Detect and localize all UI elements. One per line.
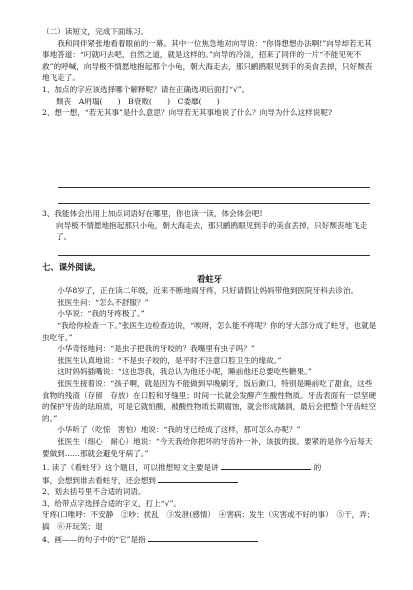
- question-1-options: 颓丧 A坍塌( ) B衰败( ) C委靡( ): [56, 96, 220, 106]
- section-2-heading: （二）读短文，完成下面练习。: [42, 27, 149, 36]
- article-paragraph: “我给你检查一下。”张医生边检查边说，“唉呀，怎么能不疼呢？你的牙大部分成了蛀牙，也就是虫吃牙。”: [42, 320, 377, 342]
- q1-blank-1[interactable]: [221, 461, 311, 470]
- question-2: 2、想一想，“若无其事”是什么意思？向导若无其事地说了什么？向导为什么这样说呢?: [42, 108, 333, 118]
- q4-blank[interactable]: [148, 533, 258, 542]
- q1-text-end: 的: [313, 463, 322, 473]
- article-question-2: 2、划去括号里不合适的词语。: [42, 487, 146, 497]
- answer-line-q2-1[interactable]: [58, 187, 370, 188]
- passage-text: 我和同伴紧张地看着眼前的一幕。其中一位焦急地对向导说：“你得想想办法啊!”向导却若无其事地答道：“叼就叼去吧，自然之道，就是这样的。”向导的冷淡，招来了同伴的一片“不能见死不救”的呼喊，向导极不情愿地抱起那个小龟，朝大海走去，那只鹂鸥眼见到手的美食丢掉，只好颓丧地飞走了。: [42, 38, 373, 83]
- article-paragraph: 这时妈妈插嘴说：“这也怨我，我总认为他还小呢，睡前他还总要吃些糖果。”: [57, 367, 312, 377]
- article-question-3: 3、给带点字选择合适的字义，打上“√”。: [42, 498, 181, 508]
- question-3-block: [42, 208, 377, 243]
- article-question-3-options: 牙疼(口唯呼：不安静 ②吵；扰乱 ③发泄(感情） ④害病；发生（灾害或不好的事） ⑤干，弄；搞 ⑥开玩笑；退: [42, 510, 375, 532]
- q4-text: 4、画——的句子中的“它”是指: [42, 534, 146, 544]
- question-3-quote: 向导极不情愿地抱起那只小龟，朝大海走去，那只鹂鸥眼见到手的美食丢掉，只好颓丧地飞走了。: [56, 220, 368, 242]
- question-1: 1、加点的字应该选择哪个解释呢？请在正确选项后面打“√”。: [42, 84, 250, 94]
- article-paragraph: 张医生认真地说：“不是虫子咬的，是平时不注意口腔卫生的缘故。”: [57, 355, 282, 365]
- article-question-1: [42, 461, 377, 474]
- answer-line-q3[interactable]: [58, 255, 370, 256]
- article-question-4: [42, 533, 377, 546]
- article-question-1-cont: [42, 474, 377, 487]
- q1-blank-2[interactable]: [158, 474, 238, 483]
- reading-section-7: [42, 262, 377, 545]
- article-paragraph: 张医生（细心 耐心）地说：“今天我给你把坏的牙齿补一补，该拔的拔。要紧的是你今后每天要做到……那就会避免牙病了。”: [42, 436, 373, 458]
- q1-text-start: 1. 读了《看蛀牙》这个题目，可以推想短文主要是讲: [42, 463, 219, 473]
- article-paragraph: 张医生问：“怎么不舒服？”: [57, 297, 149, 307]
- answer-line-q2-2[interactable]: [58, 203, 370, 204]
- section-7-heading: 七、课外阅读。: [42, 262, 101, 272]
- q1-text-cont: 事，会想到谁去看蛀牙，还会想到: [42, 475, 156, 485]
- reading-section-2: [42, 26, 377, 119]
- article-paragraph: 小华8岁了，正在读二年级，近来不断地闹牙疼，只好请假让妈妈带他到医院牙科去诊治。: [57, 286, 359, 296]
- question-3: 3、我能体会出用上加点词语好在哪里，你也读一读，体会体会吧!: [42, 209, 263, 218]
- article-paragraph: 小华听了（吃惊 害怕）地说：“我的牙已经成了这样，那可怎么办呢？”: [57, 425, 301, 435]
- article-paragraph: 张医生接着说：“孩子啊，就是因为不能做到早晚刷牙，饭后漱口，特别是睡前吃了甜食，这些食物的残渣（存留 存放）在口腔和牙缝里；时间一长就会发酵产生酸性物质。牙齿表面有一层坚硬的保护牙齿的珐琅质，可是它就怕酸，被酸性物质长期腐蚀，就会形成龋洞，最后会把整个牙齿蛀空的。”: [42, 378, 377, 423]
- article-title: 看蛀牙: [196, 273, 223, 284]
- article-paragraph: 小华说：“我的牙疼极了。”: [57, 309, 145, 319]
- article-paragraph: 小华奇怪地问：“是虫子把我的牙咬的？我嘴里有虫子吗？”: [57, 344, 255, 354]
